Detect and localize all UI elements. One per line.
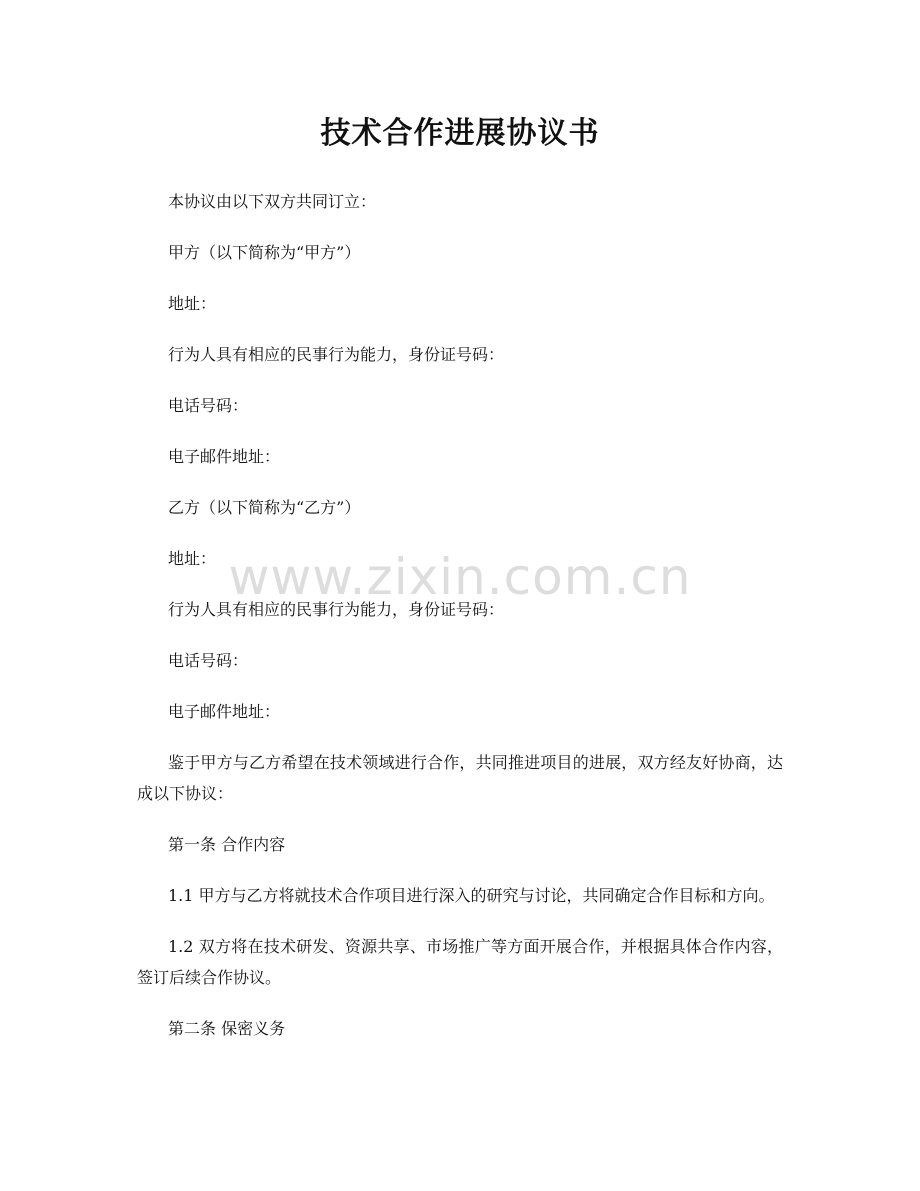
paragraph-party-a-address: 地址：	[168, 294, 217, 313]
watermark: www.zixin.com.cn	[228, 548, 692, 606]
paragraph-clause-1-2: 1.2 双方将在技术研发、资源共享、市场推广等方面开展合作，并根据具体合作内容，签订后续合作协议。	[137, 937, 783, 987]
paragraph-intro: 本协议由以下双方共同订立：	[168, 192, 377, 211]
document-body	[137, 186, 783, 1064]
paragraph-party-a-phone: 电话号码：	[168, 396, 249, 415]
paragraph-party-a-id: 行为人具有相应的民事行为能力，身份证号码：	[168, 345, 505, 364]
paragraph-party-a-email: 电子邮件地址：	[168, 447, 281, 466]
paragraph-party-b: 乙方（以下简称为“乙方”）	[168, 498, 361, 517]
paragraph-preamble: 鉴于甲方与乙方希望在技术领域进行合作，共同推进项目的进展，双方经友好协商，达成以下协议：	[137, 753, 783, 803]
paragraph-clause-1-1: 1.1 甲方与乙方将就技术合作项目进行深入的研究与讨论，共同确定合作目标和方向。	[168, 886, 775, 905]
paragraph-party-b-id: 行为人具有相应的民事行为能力，身份证号码：	[168, 600, 505, 619]
paragraph-party-a: 甲方（以下简称为“甲方”）	[168, 243, 361, 262]
paragraph-party-b-address: 地址：	[168, 549, 217, 568]
paragraph-party-b-phone: 电话号码：	[168, 651, 249, 670]
heading-article-2: 第二条 保密义务	[168, 1019, 286, 1038]
paragraph-party-b-email: 电子邮件地址：	[168, 702, 281, 721]
document-title: 技术合作进展协议书	[320, 116, 600, 151]
heading-article-1: 第一条 合作内容	[168, 835, 286, 854]
